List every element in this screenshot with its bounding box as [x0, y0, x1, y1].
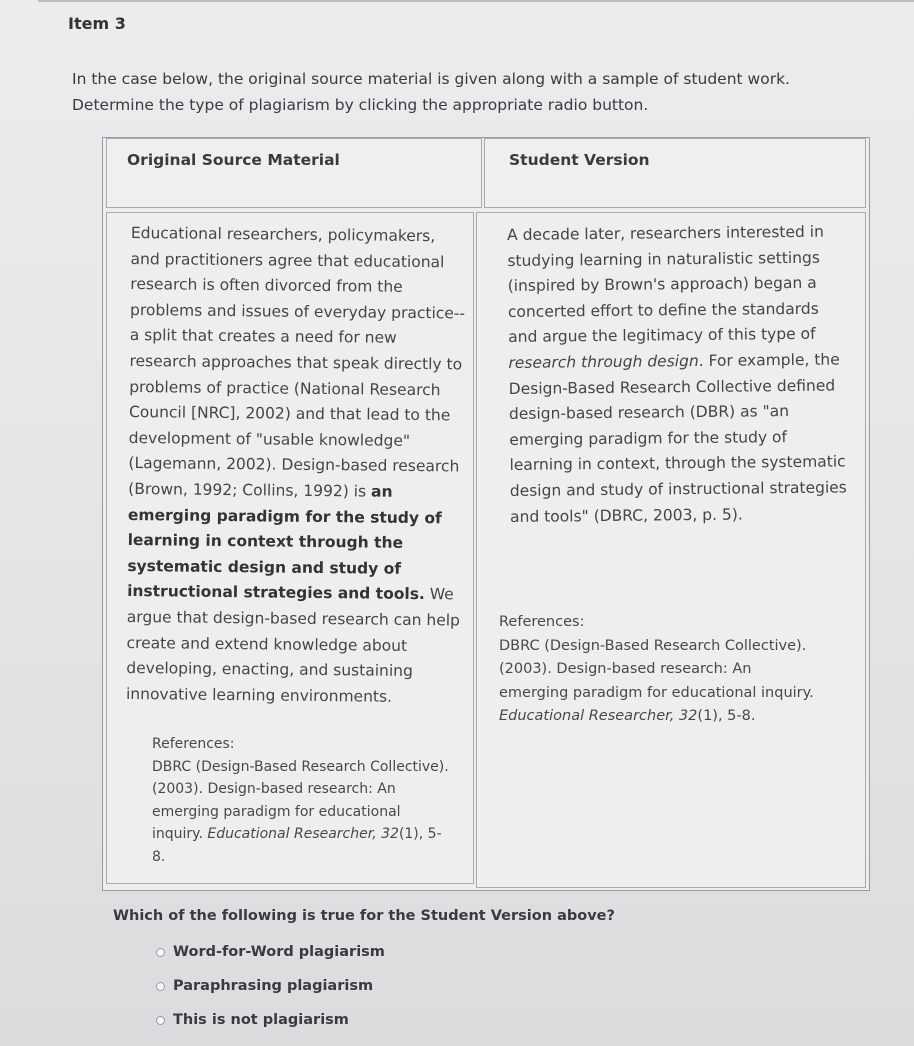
source-ref-journal: Educational Researcher, 32: [207, 826, 399, 842]
option-label[interactable]: Word-for-Word plagiarism: [173, 944, 385, 960]
source-text-after: We argue that design-based research can help create and extend knowledge about developing, enacting, and sustaining innovative learning environments.: [125, 585, 461, 706]
student-cell: [476, 212, 866, 888]
top-divider: [38, 0, 914, 2]
source-ref-tail: (1), 5-8.: [152, 826, 442, 865]
question-prompt: Which of the following is true for the Student Version above?: [113, 908, 615, 924]
student-ref-text: DBRC (Design-Based Research Collective). (2003). Design-based research: An emerging paradigm for educational inquiry.: [499, 637, 814, 701]
instructions-line-1: In the case below, the original source material is given along with a sample of student work.: [72, 70, 790, 88]
student-text: [507, 219, 850, 530]
student-text-1: A decade later, researchers interested in studying learning in naturalistic settings (inspired by Brown's approach) began a concerted effort to define the standards and argue the legitimacy of this type of: [507, 222, 824, 347]
source-ref-text: DBRC (Design-Based Research Collective). (2003). Design-based research: An emerging paradigm for educational inquiry.: [152, 758, 449, 842]
student-references-citation: [499, 635, 819, 729]
source-header-cell: [106, 138, 482, 208]
option-not-plagiarism[interactable]: [156, 1012, 349, 1028]
student-references: [499, 611, 819, 729]
student-header-cell: [484, 138, 866, 208]
instructions: [72, 66, 872, 118]
student-ref-tail: (1), 5-8.: [697, 708, 756, 724]
student-header: Student Version: [509, 151, 650, 169]
item-title: Item 3: [68, 14, 126, 33]
source-text: [126, 221, 466, 711]
student-references-label: References:: [499, 614, 585, 630]
radio-button-icon[interactable]: [156, 982, 165, 991]
radio-button-icon[interactable]: [156, 1016, 165, 1025]
radio-button-icon[interactable]: [156, 948, 165, 957]
option-label[interactable]: Paraphrasing plagiarism: [173, 978, 374, 994]
source-text-plain: Educational researchers, policymakers, and practitioners agree that educational research is often divorced from the problems and issues of everyday practice--a split that creates a need for new research approaches that speak directly to problems of practice (National Research Council [NRC], 2002) and that lead to the development of "usable knowledge" (Lagemann, 2002). Design-based research (Brown, 1992; Collins, 1992) is: [128, 223, 466, 501]
source-text-bold: an emerging paradigm for the study of learning in context through the systematic design and study of instructional strategies and tools.: [127, 482, 442, 604]
source-references: [152, 733, 452, 868]
student-ref-journal: Educational Researcher, 32: [499, 708, 698, 724]
source-references-citation: [152, 756, 452, 869]
source-header: Original Source Material: [127, 151, 340, 169]
option-label[interactable]: This is not plagiarism: [173, 1012, 349, 1028]
source-cell: [106, 212, 474, 884]
source-references-label: References:: [152, 736, 235, 752]
instructions-line-2: Determine the type of plagiarism by clicking the appropriate radio button.: [72, 96, 649, 114]
student-text-italic: research through design: [508, 351, 699, 372]
option-paraphrasing[interactable]: [156, 978, 373, 994]
option-word-for-word[interactable]: [156, 944, 385, 960]
student-text-2: . For example, the Design-Based Research Collective defined design-based research (DBR) as "an emerging paradigm for the study of learning in context, through the systematic design and study of instructional strategies and tools" (DBRC, 2003, p. 5).: [508, 350, 847, 526]
